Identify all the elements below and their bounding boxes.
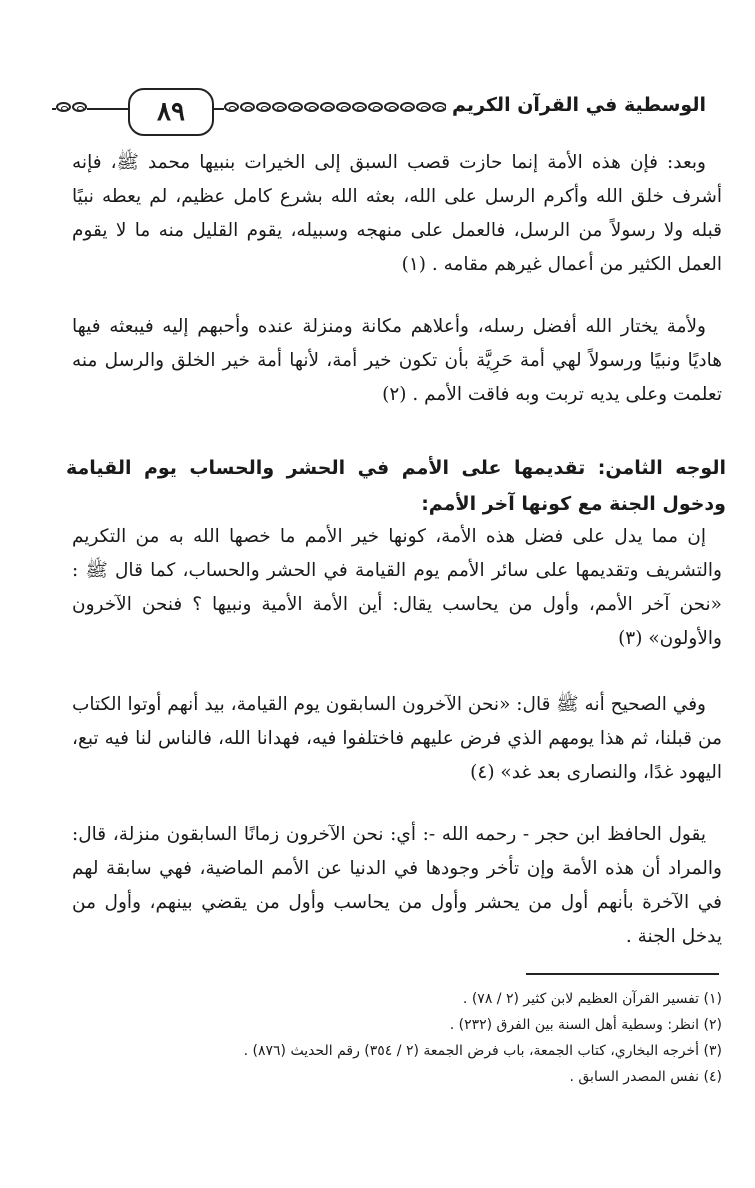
- footnotes: [200, 986, 722, 1090]
- footnote-1: (١) تفسير القرآن العظيم لابن كثير (٢ / ٧٨) .: [462, 991, 722, 1007]
- paragraph-3: إن مما يدل على فضل هذه الأمة، كونها خير الأمم ما خصها الله به من التكريم والتشريف وتقديمها على سائر الأمم يوم القيامة في الحشر والحساب، كما قال ﷺ : «نحن آخر الأمم، وأول من يحاسب يقال: أين الأمة الأمية ونبيها ؟ فنحن الآخرون والأولون» (٣): [72, 526, 722, 649]
- header-ornament-left: [56, 100, 87, 114]
- section-heading: الوجه الثامن: تقديمها على الأمم في الحشر والحساب يوم القيامة ودخول الجنة مع كونها آخر الأمم:: [66, 457, 726, 515]
- page-header: [52, 86, 712, 134]
- paragraph-5: يقول الحافظ ابن حجر - رحمه الله -: أي: نحن الآخرون زمانًا السابقون منزلة، قال: والمراد أن هذه الأمة وإن تأخر وجودها في الدنيا عن الأمم الماضية، فهي سابقة لهم في الآخرة بأنهم أول من يحشر وأول من يحاسب وأول من يقضي بينهم، وأول من يدخل الجنة .: [72, 824, 722, 947]
- footnote-4: (٤) نفس المصدر السابق .: [569, 1069, 722, 1085]
- paragraph-2: ولأمة يختار الله أفضل رسله، وأعلاهم مكانة ومنزلة عنده وأحبهم إليه فيبعثه فيها هاديًا ونبيًا ورسولاً لهي أمة حَرِيَّة بأن تكون خير أمة، لأنها أمة خير الخلق والرسل منه تعلمت وعلى يديه تربت وبه فاقت الأمم . (٢): [72, 316, 722, 405]
- footnote-separator: [526, 973, 719, 975]
- running-title: الوسطية في القرآن الكريم: [446, 94, 712, 116]
- page-number: ٨٩: [128, 88, 214, 136]
- paragraph-1: وبعد: فإن هذه الأمة إنما حازت قصب السبق إلى الخيرات بنبيها محمد ﷺ، فإنه أشرف خلق الله وأكرم الرسل على الله، بعثه الله بشرع كامل عظيم، لم يعطه نبيًا قبله ولا رسولاً من الرسل، فالعمل على منهجه وسبيله، يقوم القليل منه ما لا يقوم العمل الكثير من أعمال غيرهم مقامه . (١): [72, 152, 722, 275]
- paragraph-4: وفي الصحيح أنه ﷺ قال: «نحن الآخرون السابقون يوم القيامة، بيد أنهم أوتوا الكتاب من قبلنا، ثم هذا يومهم الذي فرض عليهم فاختلفوا فيه، فهدانا الله، فالناس لنا فيه تبع، اليهود غدًا، والنصارى بعد غد» (٤): [72, 694, 722, 783]
- footnote-3: (٣) أخرجه البخاري، كتاب الجمعة، باب فرض الجمعة (٢ / ٣٥٤) رقم الحديث (٨٧٦) .: [243, 1043, 722, 1059]
- footnote-2: (٢) انظر: وسطية أهل السنة بين الفرق (٢٣٢) .: [449, 1017, 722, 1033]
